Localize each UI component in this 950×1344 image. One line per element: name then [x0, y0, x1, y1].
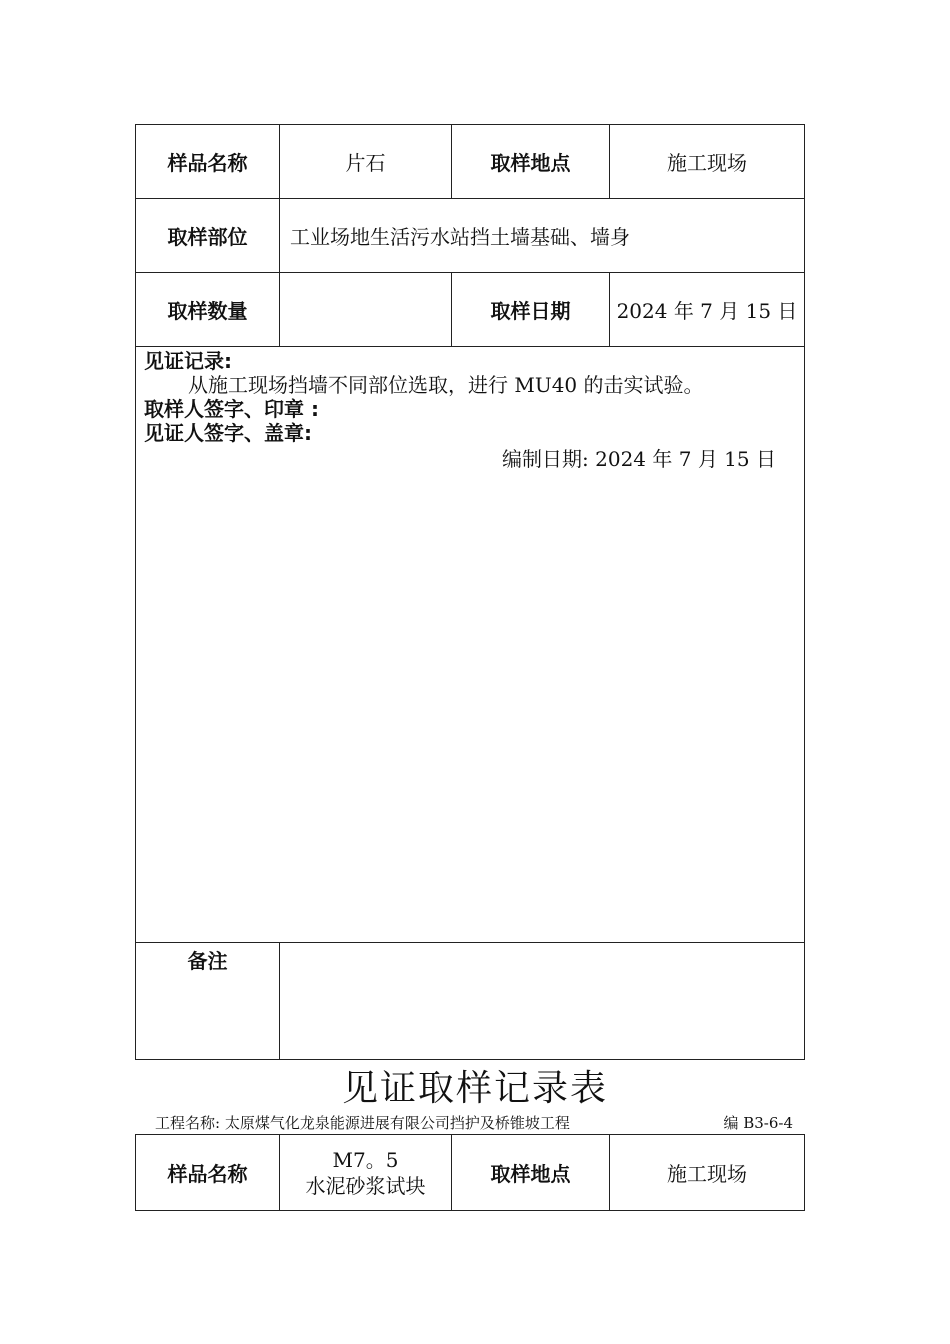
sample-name-value: 片石: [280, 125, 452, 199]
document-title: 见证取样记录表: [341, 1068, 608, 1109]
witness-record-cell: [136, 347, 805, 943]
sample-name-label-2: 样品名称: [136, 1135, 280, 1211]
witness-signature: 见证人签字、盖章:: [144, 421, 312, 445]
date-value: 2024 年 7 月 15 日: [610, 273, 805, 347]
witness-record-table-1: [135, 124, 805, 1060]
quantity-value: [280, 273, 452, 347]
remarks-label: 备注: [136, 943, 280, 1060]
witness-text: 从施工现场挡墙不同部位选取，进行 MU40 的击实试验。: [188, 373, 704, 397]
compile-date: 编制日期: 2024 年 7 月 15 日: [502, 447, 776, 471]
date-label: 取样日期: [452, 273, 610, 347]
location-value-2: 施工现场: [610, 1135, 805, 1211]
quantity-label: 取样数量: [136, 273, 280, 347]
witness-title: 见证记录:: [144, 349, 232, 373]
sampler-signature: 取样人签字、印章 :: [144, 397, 319, 421]
form-code: 编 B3-6-4: [723, 1114, 793, 1132]
remarks-value: [280, 943, 805, 1060]
sample-name-line2: 水泥砂浆试块: [305, 1173, 426, 1198]
sample-name-value-2: [280, 1135, 452, 1211]
location-label-2: 取样地点: [452, 1135, 610, 1211]
sample-name-line1: M7。5: [332, 1147, 399, 1172]
project-name: 工程名称: 太原煤气化龙泉能源进展有限公司挡护及桥锥坡工程: [155, 1114, 570, 1132]
part-value: 工业场地生活污水站挡土墙基础、墙身: [280, 199, 805, 273]
location-label: 取样地点: [452, 125, 610, 199]
part-label: 取样部位: [136, 199, 280, 273]
sample-name-label: 样品名称: [136, 125, 280, 199]
location-value: 施工现场: [610, 125, 805, 199]
witness-record-table-2: [135, 1134, 805, 1211]
